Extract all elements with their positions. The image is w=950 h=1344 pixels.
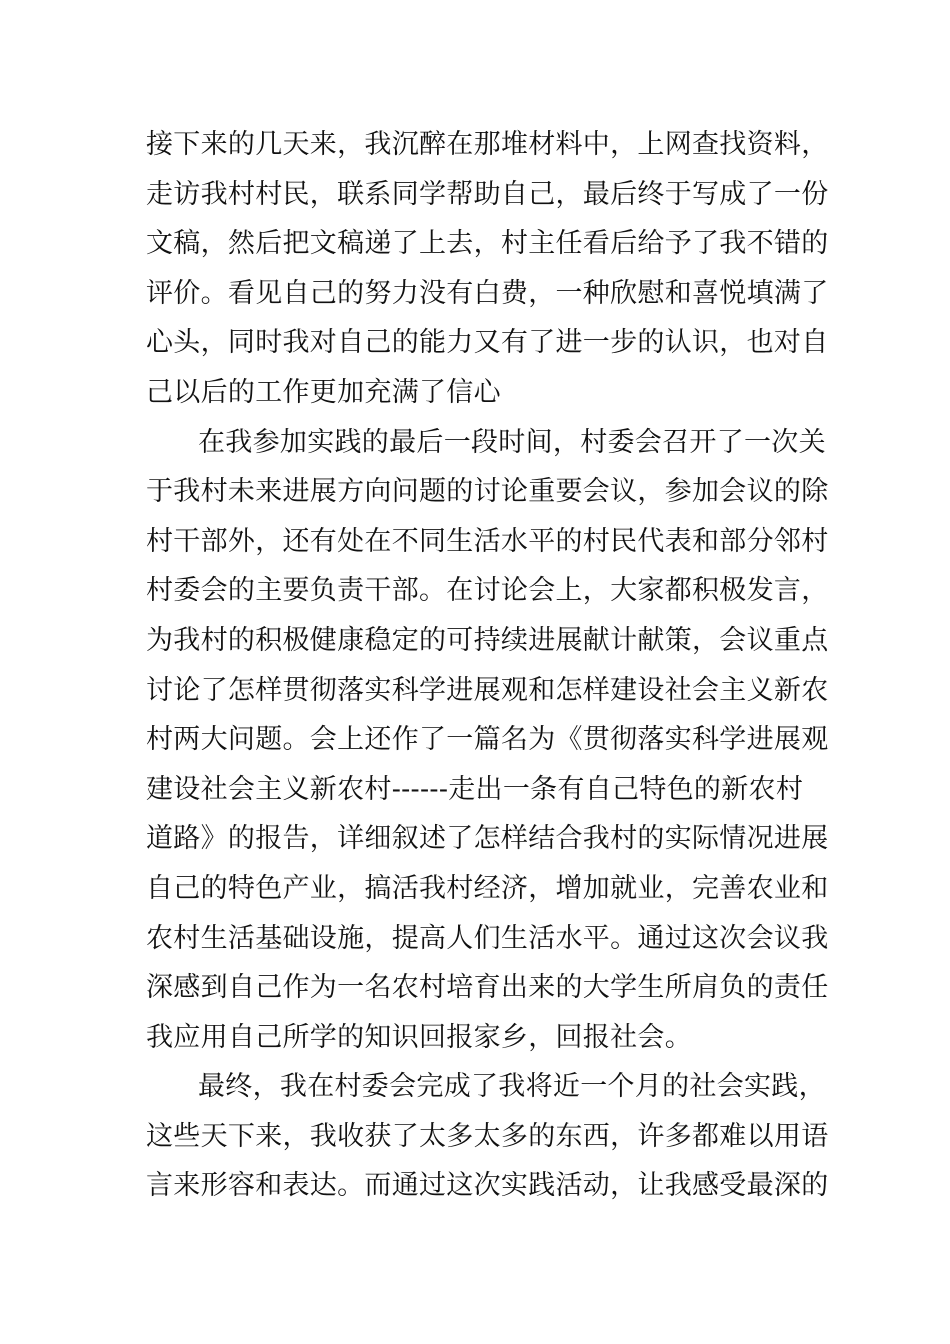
text-line: 这些天下来，我收获了太多太多的东西，许多都难以用语 (146, 1120, 829, 1152)
document-body (146, 120, 829, 1211)
text-line: 道路》的报告，详细叙述了怎样结合我村的实际情况进展 (146, 823, 829, 855)
text-line: 我应用自己所学的知识回报家乡，回报社会。 (146, 1021, 692, 1053)
text-line: 自己的特色产业，搞活我村经济，增加就业，完善农业和 (146, 872, 829, 904)
text-line: 村两大问题。会上还作了一篇名为《贯彻落实科学进展观 (146, 724, 829, 756)
text-line: 己以后的工作更加充满了信心 (146, 376, 501, 408)
paragraph-2 (146, 418, 829, 1063)
text-line: 文稿，然后把文稿递了上去，村主任看后给予了我不错的 (146, 228, 829, 260)
text-line: 走访我村村民，联系同学帮助自己，最后终于写成了一份 (146, 178, 829, 210)
paragraph-3 (146, 1062, 829, 1211)
text-line: 心头，同时我对自己的能力又有了进一步的认识，也对自 (146, 327, 829, 359)
text-line: 村干部外，还有处在不同生活水平的村民代表和部分邻村 (146, 525, 829, 557)
text-line: 讨论了怎样贯彻落实科学进展观和怎样建设社会主义新农 (146, 674, 829, 706)
text-line: 在我参加实践的最后一段时间，村委会召开了一次关 (198, 426, 826, 458)
text-line: 为我村的积极健康稳定的可持续进展献计献策，会议重点 (146, 624, 829, 656)
paragraph-1 (146, 120, 829, 418)
text-line: 建设社会主义新农村------走出一条有自己特色的新农村 (146, 773, 804, 805)
text-line: 评价。看见自己的努力没有白费，一种欣慰和喜悦填满了 (146, 277, 829, 309)
text-line: 农村生活基础设施，提高人们生活水平。通过这次会议我 (146, 922, 829, 954)
text-line: 最终，我在村委会完成了我将近一个月的社会实践， (198, 1071, 826, 1103)
text-line: 接下来的几天来，我沉醉在那堆材料中，上网查找资料， (146, 129, 829, 160)
text-line: 言来形容和表达。而通过这次实践活动，让我感受最深的 (146, 1170, 829, 1202)
text-line: 村委会的主要负责干部。在讨论会上，大家都积极发言， (146, 575, 829, 607)
text-line: 于我村未来进展方向问题的讨论重要会议，参加会议的除 (146, 476, 829, 508)
text-line: 深感到自己作为一名农村培育出来的大学生所肩负的责任 (146, 972, 829, 1004)
